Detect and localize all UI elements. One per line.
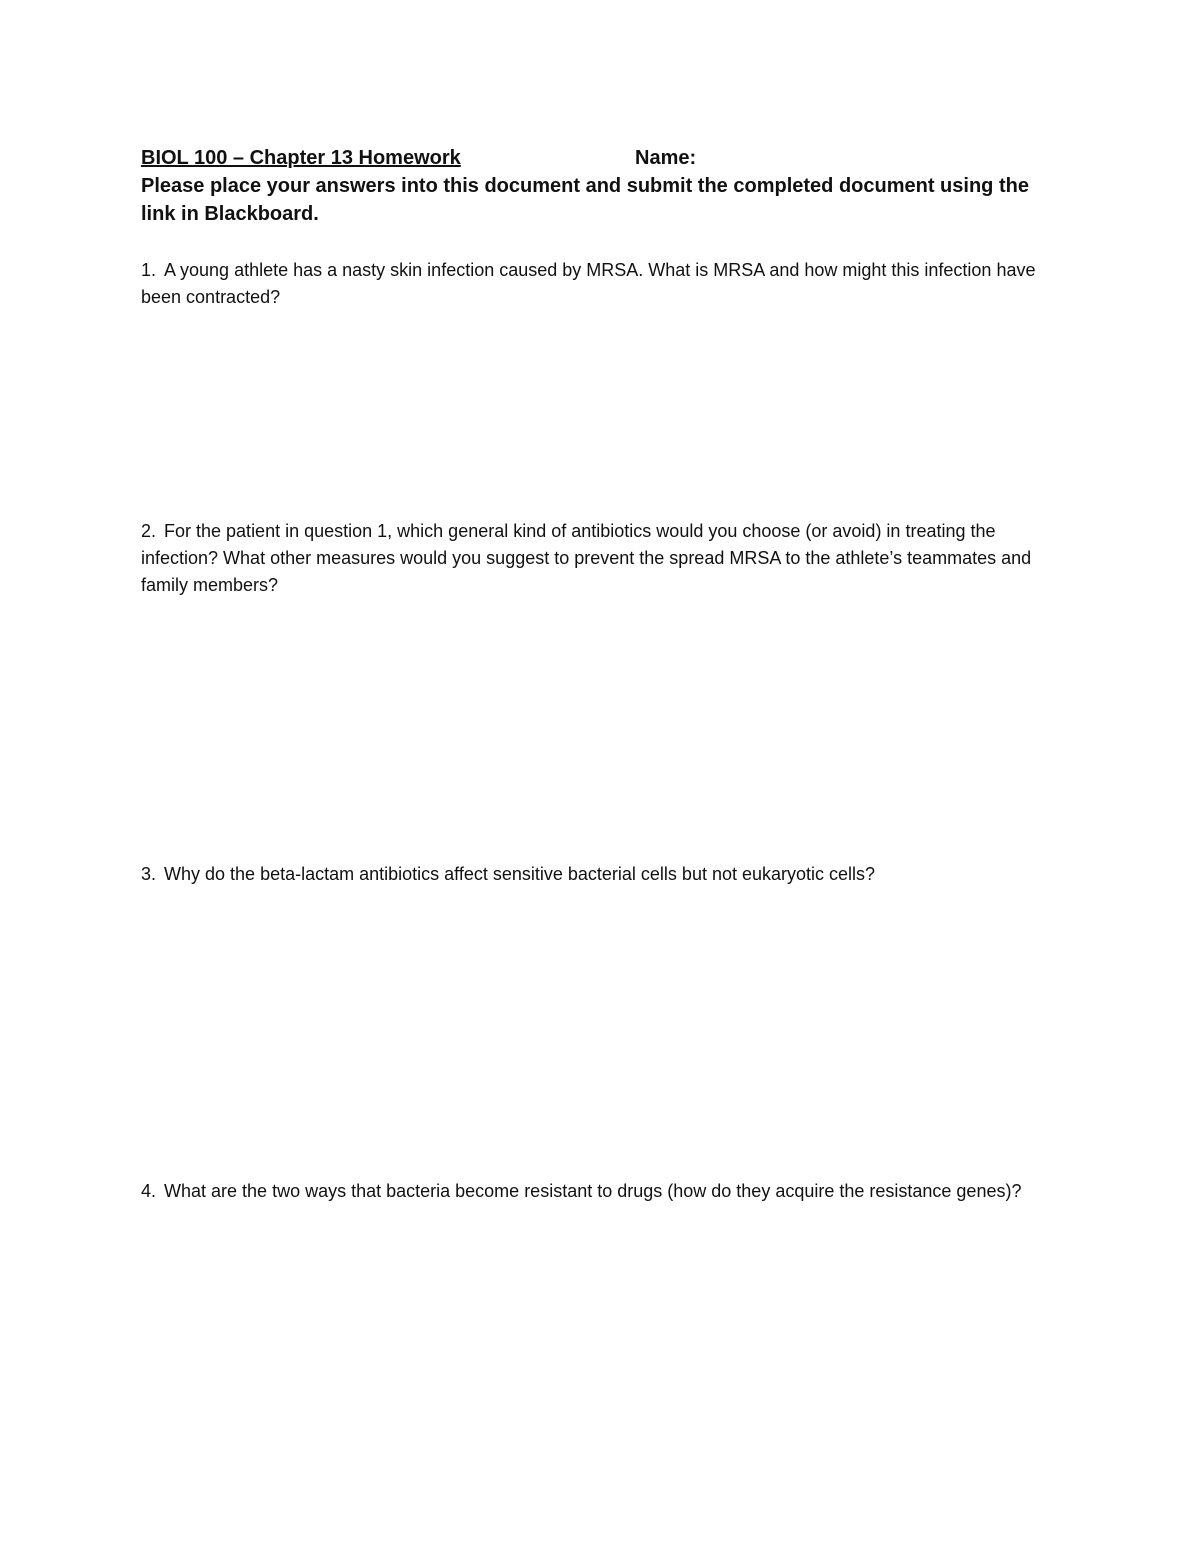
document-title: BIOL 100 – Chapter 13 Homework	[141, 147, 461, 169]
question-2	[141, 518, 1071, 599]
question-number: 3.	[141, 864, 157, 884]
question-text: Why do the beta-lactam antibiotics affect sensitive bacterial cells but not eukaryotic cells?	[164, 864, 876, 884]
question-3	[141, 861, 1071, 888]
question-1	[141, 257, 1071, 311]
name-label: Name:	[635, 147, 697, 169]
question-4	[141, 1178, 1071, 1205]
instructions-text: Please place your answers into this document and submit the completed document using the link in Blackboard.	[141, 175, 1029, 225]
question-text: For the patient in question 1, which general kind of antibiotics would you choose (or avoid) in treating the infection? What other measures would you suggest to prevent the spread MRSA to the athlete’s teammates and family members?	[141, 521, 1032, 595]
document-header	[141, 144, 1061, 172]
question-text: What are the two ways that bacteria become resistant to drugs (how do they acquire the resistance genes)?	[164, 1181, 1022, 1201]
question-text: A young athlete has a nasty skin infection caused by MRSA. What is MRSA and how might this infection have been contracted?	[141, 260, 1036, 307]
question-number: 4.	[141, 1181, 157, 1201]
question-number: 1.	[141, 260, 157, 280]
question-number: 2.	[141, 521, 157, 541]
